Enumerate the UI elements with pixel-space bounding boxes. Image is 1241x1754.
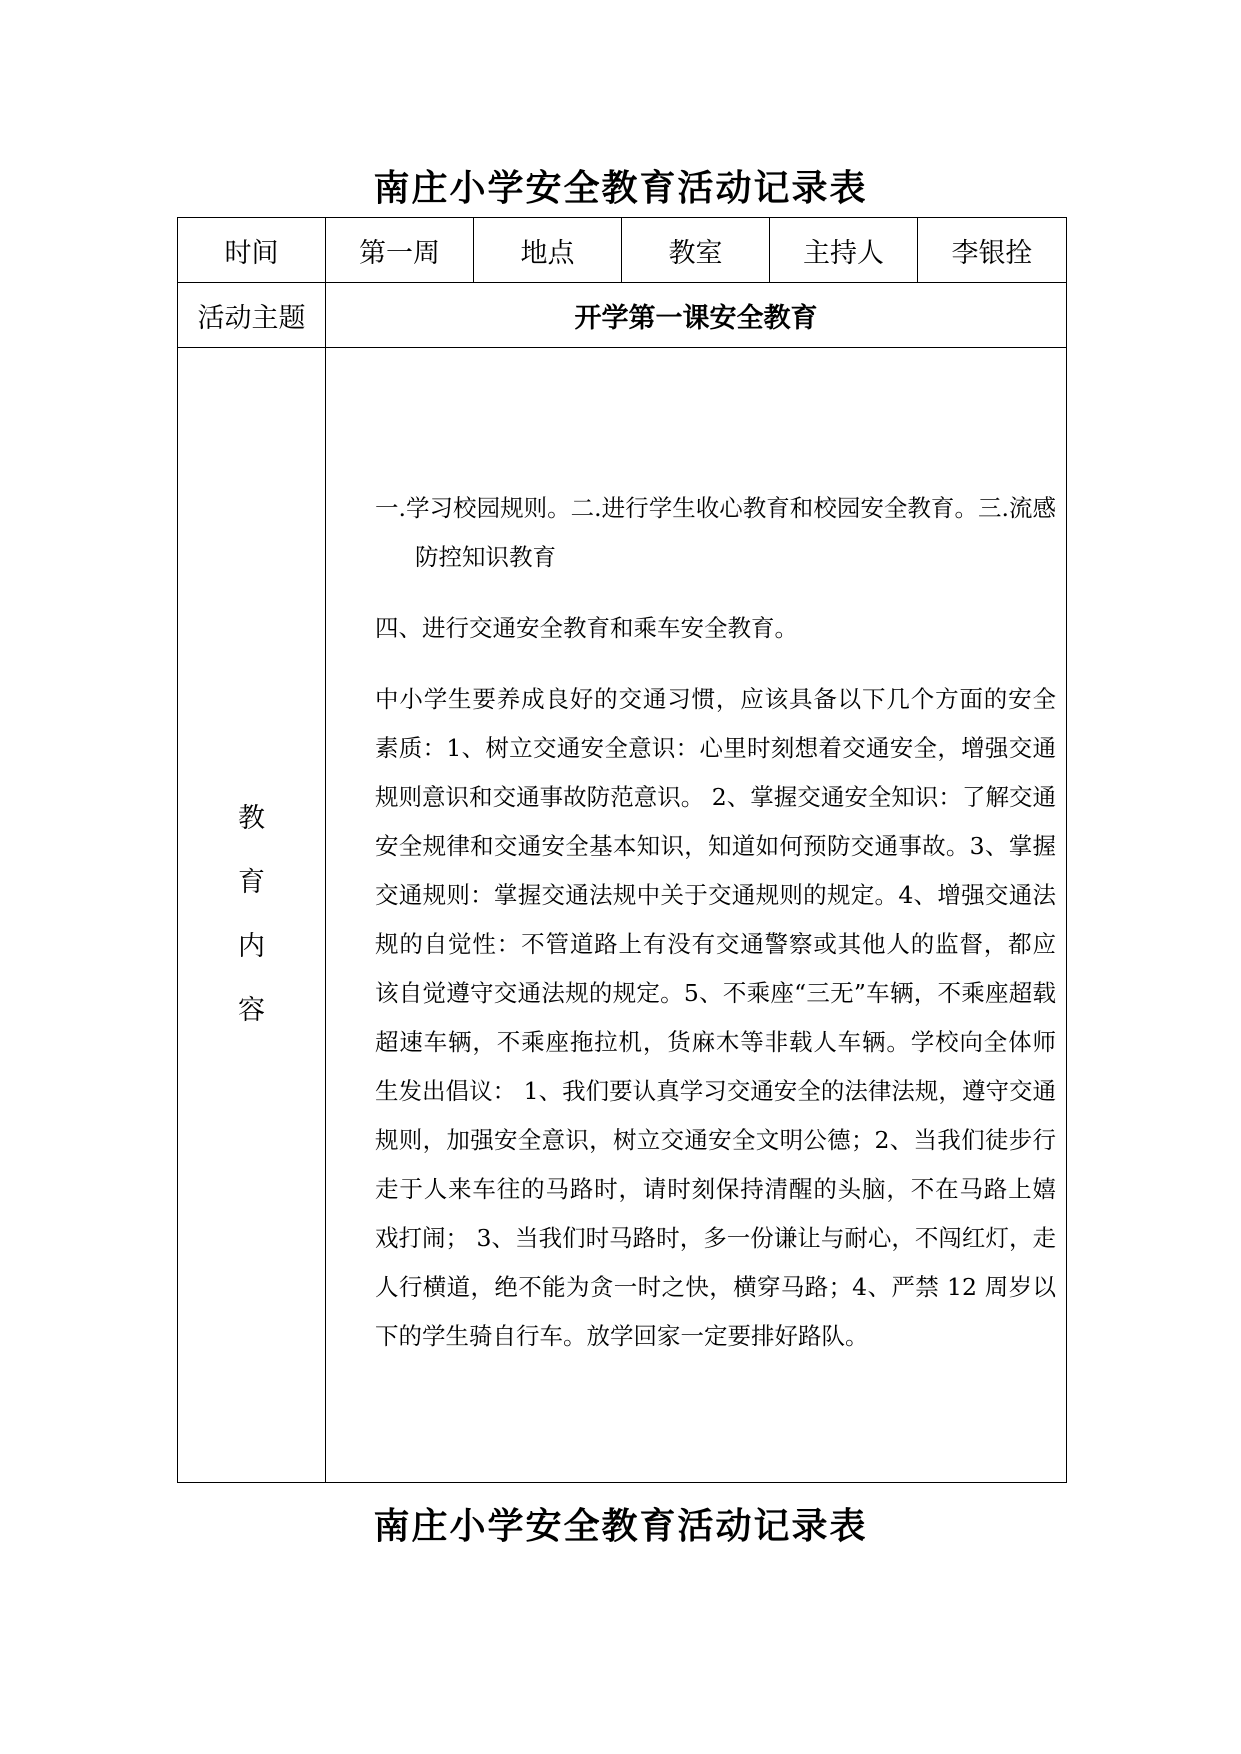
- content-row: [178, 348, 1067, 1483]
- theme-value: 开学第一课安全教育: [326, 283, 1067, 348]
- content-label-char: 容: [238, 995, 265, 1026]
- content-body: [326, 470, 1066, 1361]
- host-label: 主持人: [770, 218, 918, 283]
- content-label-char: 内: [238, 931, 265, 962]
- time-value: 第一周: [326, 218, 474, 283]
- host-value: 李银拴: [918, 218, 1067, 283]
- place-value: 教室: [622, 218, 770, 283]
- theme-row: [178, 283, 1067, 348]
- activity-record-table: [177, 217, 1067, 1483]
- content-label-char: 育: [238, 867, 265, 898]
- content-label-cell: [178, 348, 326, 1483]
- place-label: 地点: [474, 218, 622, 283]
- content-paragraph-details: 中小学生要养成良好的交通习惯，应该具备以下几个方面的安全素质：1、树立交通安全意识：心里时刻想着交通安全，增强交通规则意识和交通事故防范意识。 2、掌握交通安全知识：了解交通安全规律和交通安全基本知识，知道如何预防交通事故。3、掌握交通规则：掌握交通法规中关于交通规则的规定。4、增强交通法规的自觉性：不管道路上有没有交通警察或其他人的监督，都应该自觉遵守交通法规的规定。5、不乘座“三无”车辆，不乘座超载超速车辆，不乘座拖拉机，货麻木等非载人车辆。学校向全体师生发出倡议： 1、我们要认真学习交通安全的法律法规，遵守交通规则，加强安全意识，树立交通安全文明公德；2、当我们徒步行走于人来车往的马路时，请时刻保持清醒的头脑，不在马路上嬉戏打闹； 3、当我们时马路时，多一份谦让与耐心，不闯红灯，走人行横道，绝不能为贪一时之快，横穿马路；4、严禁 12 周岁以下的学生骑自行车。放学回家一定要排好路队。: [375, 684, 1056, 1350]
- footer-title: 南庄小学安全教育活动记录表: [373, 1505, 868, 1547]
- header-row: [178, 218, 1067, 283]
- content-paragraph-intro: 一.学习校园规则。二.进行学生收心教育和校园安全教育。三.流感防控知识教育: [375, 493, 1056, 571]
- theme-label: 活动主题: [178, 283, 326, 348]
- time-label: 时间: [178, 218, 326, 283]
- content-label: [178, 799, 325, 1031]
- content-paragraph-traffic: 四、进行交通安全教育和乘车安全教育。: [375, 613, 798, 642]
- content-label-char: 教: [238, 803, 265, 834]
- page-title: 南庄小学安全教育活动记录表: [373, 167, 868, 209]
- content-cell: [326, 348, 1067, 1483]
